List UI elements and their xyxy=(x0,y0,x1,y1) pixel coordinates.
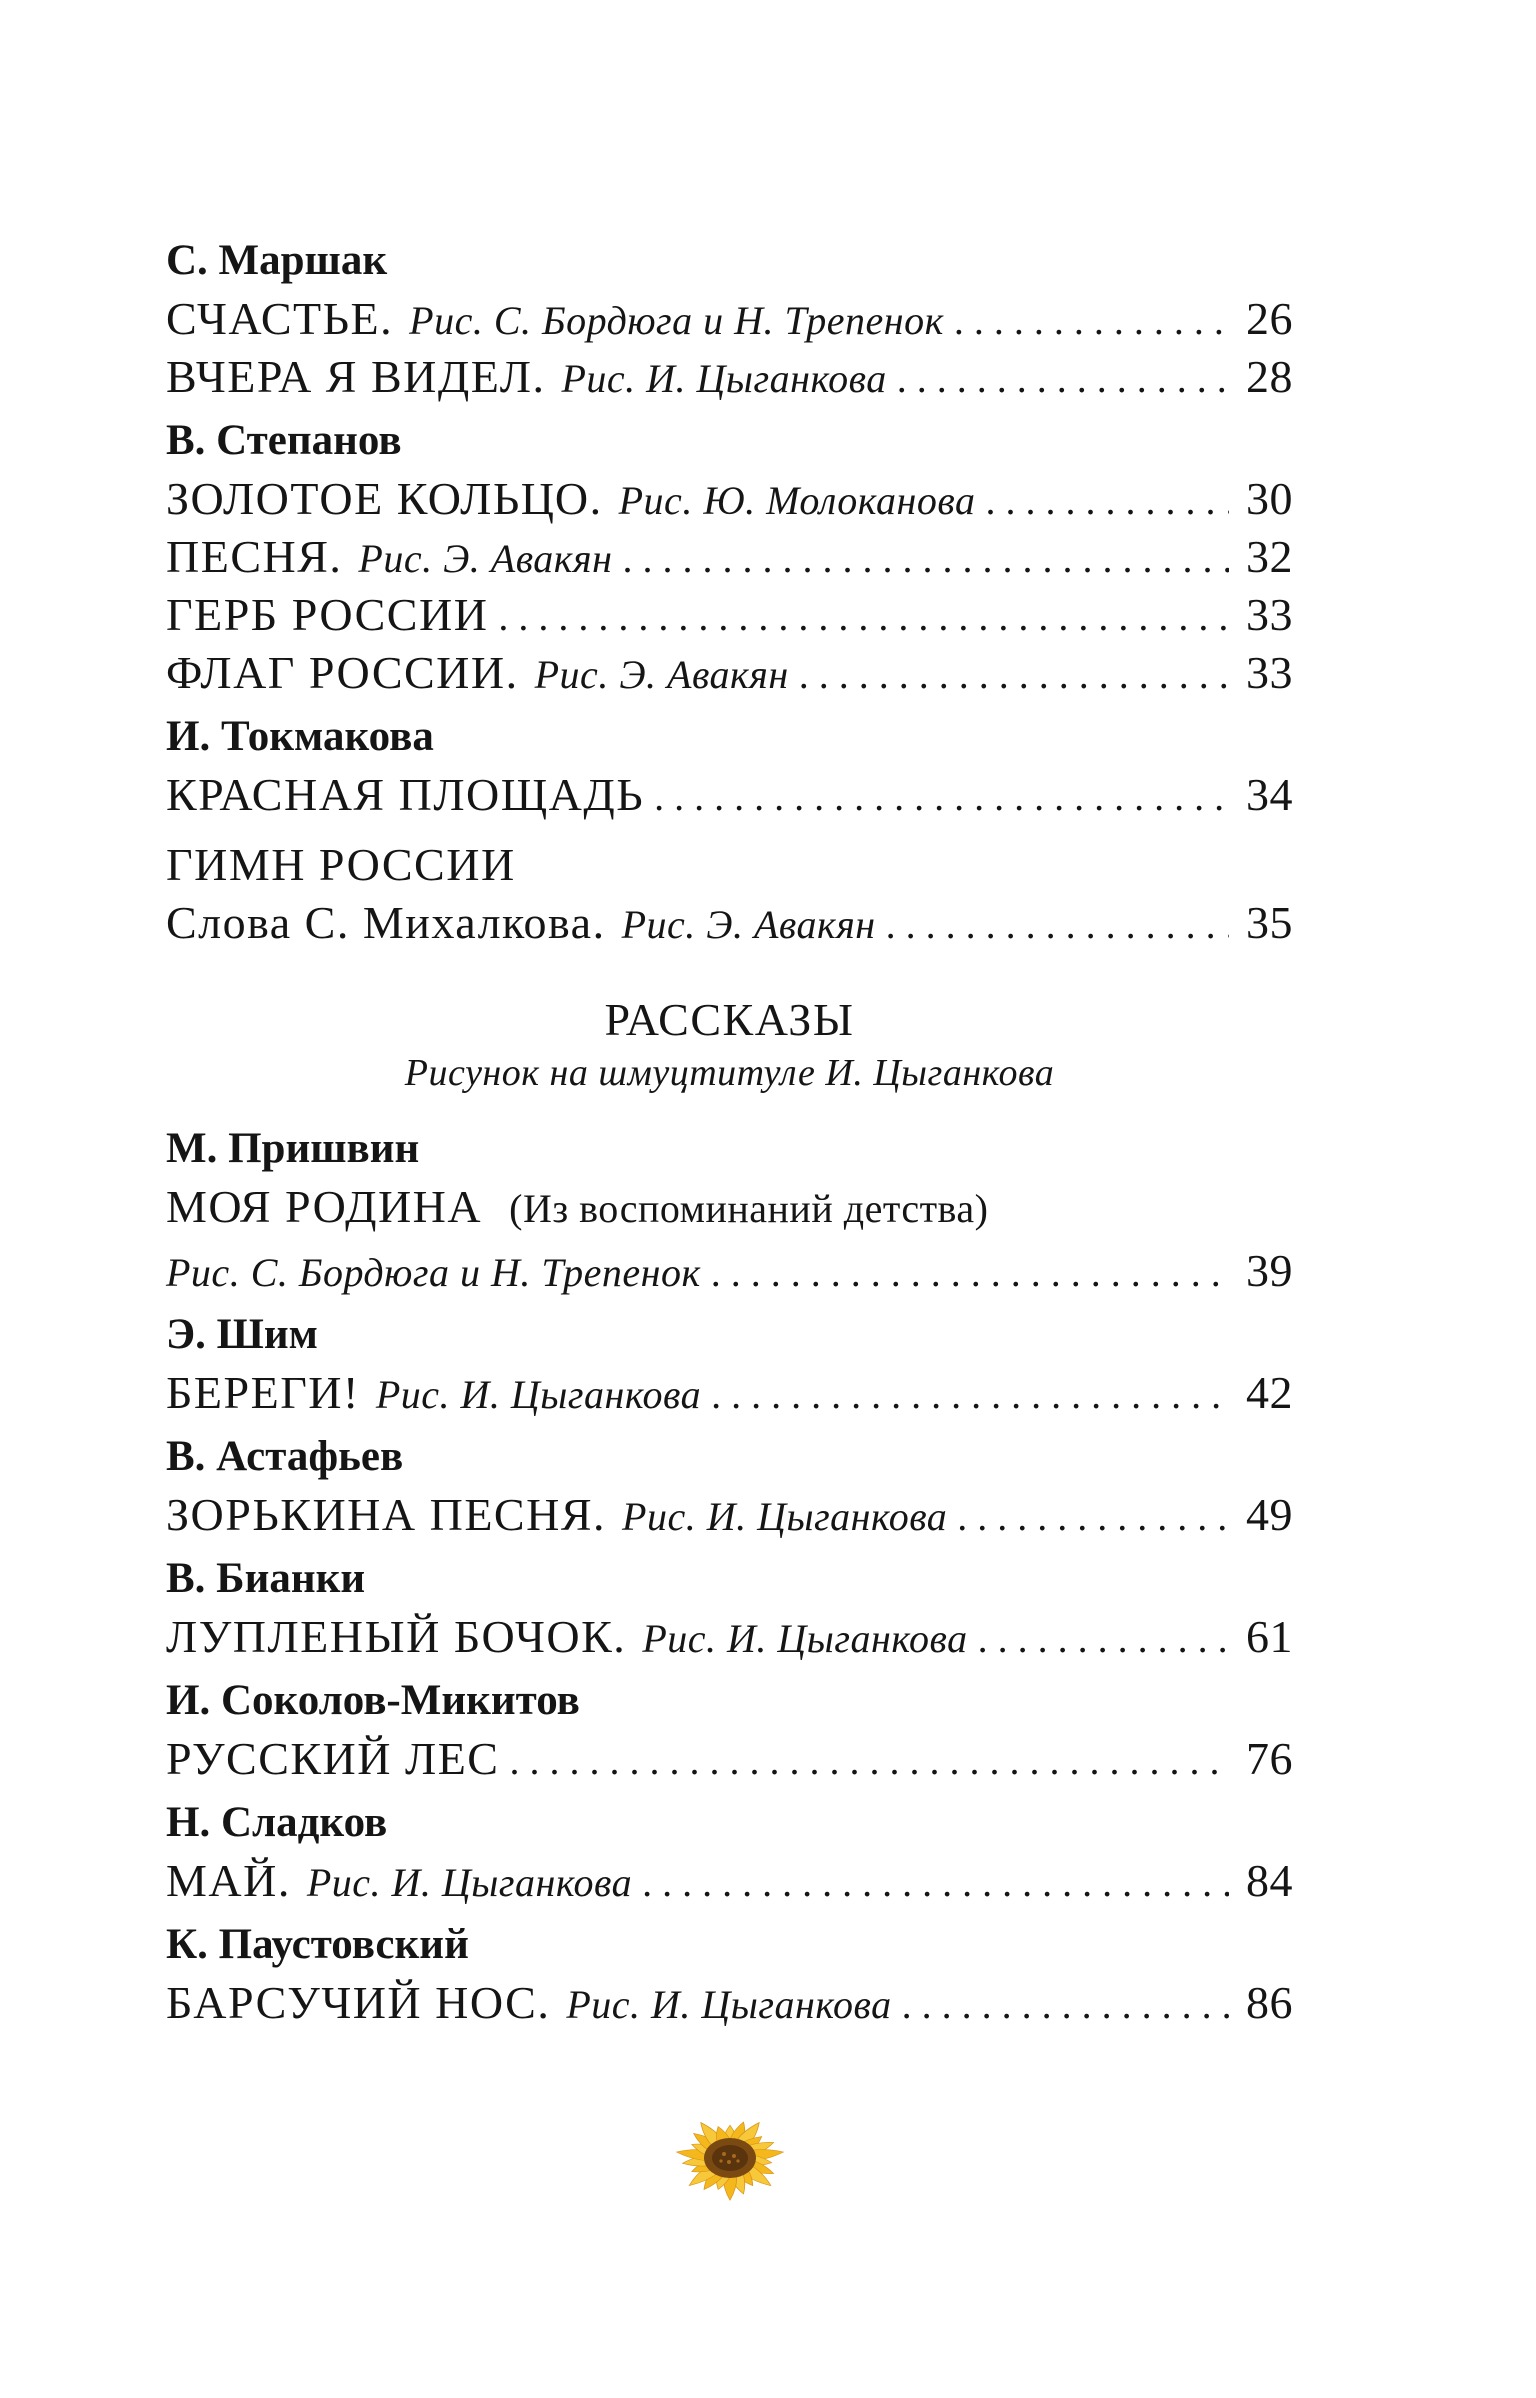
author-heading: В. Бианки xyxy=(166,1555,366,1602)
entry-illustrator: Рис. Э. Авакян xyxy=(358,536,613,581)
entry-title: ЗОРЬКИНА ПЕСНЯ. xyxy=(166,1489,607,1540)
toc-entry[interactable] xyxy=(166,1974,1293,2032)
dot-leader xyxy=(509,1732,1229,1790)
author-heading: М. Пришвин xyxy=(166,1125,420,1172)
dot-leader xyxy=(954,292,1229,350)
dot-leader xyxy=(978,1610,1229,1668)
entry-title: ВЧЕРА Я ВИДЕЛ. xyxy=(166,351,546,402)
dot-leader xyxy=(799,646,1229,704)
entry-page-number: 30 xyxy=(1246,473,1293,524)
entry-page-number: 28 xyxy=(1246,351,1293,402)
entry-title: ГЕРБ РОССИИ xyxy=(166,589,489,640)
dot-leader xyxy=(897,350,1229,408)
dot-leader xyxy=(957,1488,1229,1546)
section-heading: РАССКАЗЫ xyxy=(604,994,855,1045)
dot-leader xyxy=(622,530,1229,588)
toc-entry[interactable] xyxy=(166,586,1293,644)
author-heading: Э. Шим xyxy=(166,1311,318,1358)
dot-leader xyxy=(498,588,1229,646)
toc-entry-title-line[interactable] xyxy=(166,1178,1293,1236)
author-heading: С. Маршак xyxy=(166,237,388,284)
entry-title: ЛУПЛЕНЫЙ БОЧОК. xyxy=(166,1611,627,1662)
toc-entry-title-line[interactable] xyxy=(166,836,1293,894)
entry-page-number: 26 xyxy=(1246,293,1293,344)
dot-leader xyxy=(642,1854,1229,1912)
toc-entry[interactable] xyxy=(166,1608,1293,1666)
toc-entry[interactable] xyxy=(166,894,1293,952)
entry-page-number: 35 xyxy=(1246,897,1293,948)
entry-page-number: 84 xyxy=(1246,1855,1293,1906)
entry-page-number: 49 xyxy=(1246,1489,1293,1540)
toc-entry[interactable] xyxy=(166,528,1293,586)
entry-illustrator: Рис. И. Цыганкова xyxy=(375,1372,702,1417)
entry-illustrator: Рис. Ю. Молоканова xyxy=(618,478,976,523)
entry-illustrator: Рис. И. Цыганкова xyxy=(642,1616,968,1661)
section-subheading: Рисунок на шмуцтитуле И. Цыганкова xyxy=(404,1052,1055,1094)
entry-illustrator: Рис. С. Бордюга и Н. Трепенок xyxy=(409,298,944,343)
author-heading: И. Соколов-Микитов xyxy=(166,1677,580,1724)
entry-illustrator: Рис. Э. Авакян xyxy=(534,652,789,697)
entry-illustrator: Рис. С. Бордюга и Н. Трепенок xyxy=(166,1250,701,1295)
entry-title: МАЙ. xyxy=(166,1855,291,1906)
entry-title: МОЯ РОДИНА xyxy=(166,1181,483,1232)
toc-entry[interactable] xyxy=(166,348,1293,406)
toc-entry[interactable] xyxy=(166,1236,1293,1306)
sunflower-icon xyxy=(650,2096,810,2226)
entry-title: БЕРЕГИ! xyxy=(166,1367,360,1418)
author-heading: К. Паустовский xyxy=(166,1921,469,1968)
entry-title: Слова С. Михалкова. xyxy=(166,897,606,948)
author-heading: И. Токмакова xyxy=(166,713,434,760)
dot-leader xyxy=(711,1238,1229,1308)
entry-title: КРАСНАЯ ПЛОЩАДЬ xyxy=(166,769,645,820)
entry-page-number: 86 xyxy=(1246,1977,1293,2028)
entry-illustrator: Рис. Э. Авакян xyxy=(621,902,876,947)
toc-entry[interactable] xyxy=(166,1486,1293,1544)
author-heading: Н. Сладков xyxy=(166,1799,388,1846)
toc-entry[interactable] xyxy=(166,470,1293,528)
author-heading: В. Степанов xyxy=(166,417,402,464)
entry-title: СЧАСТЬЕ. xyxy=(166,293,394,344)
entry-page-number: 61 xyxy=(1246,1611,1293,1662)
entry-page-number: 32 xyxy=(1246,531,1293,582)
entry-page-number: 34 xyxy=(1246,769,1293,820)
entry-title: ЗОЛОТОЕ КОЛЬЦО. xyxy=(166,473,603,524)
toc-entry[interactable] xyxy=(166,766,1293,824)
entry-title: ГИМН РОССИИ xyxy=(166,839,516,890)
dot-leader xyxy=(985,472,1229,530)
entry-page-number: 76 xyxy=(1246,1733,1293,1784)
entry-page-number: 39 xyxy=(1246,1245,1293,1296)
author-heading: В. Астафьев xyxy=(166,1433,404,1480)
entry-illustrator: Рис. И. Цыганкова xyxy=(561,356,887,401)
toc-entry[interactable] xyxy=(166,1364,1293,1422)
entry-page-number: 42 xyxy=(1246,1367,1293,1418)
toc-entry[interactable] xyxy=(166,1730,1293,1788)
entry-page-number: 33 xyxy=(1246,589,1293,640)
entry-title: ФЛАГ РОССИИ. xyxy=(166,647,519,698)
dot-leader xyxy=(902,1976,1229,2034)
entry-title: ПЕСНЯ. xyxy=(166,531,343,582)
dot-leader xyxy=(654,768,1229,826)
toc-entry[interactable] xyxy=(166,290,1293,348)
dot-leader xyxy=(886,896,1229,954)
entry-illustrator: Рис. И. Цыганкова xyxy=(306,1860,633,1905)
toc-entry[interactable] xyxy=(166,1852,1293,1910)
entry-note: (Из воспоминаний детства) xyxy=(509,1186,989,1231)
dot-leader xyxy=(711,1366,1229,1424)
toc-entry[interactable] xyxy=(166,644,1293,702)
entry-title: БАРСУЧИЙ НОС. xyxy=(166,1977,551,2028)
entry-title: РУССКИЙ ЛЕС xyxy=(166,1733,500,1784)
entry-illustrator: Рис. И. Цыганкова xyxy=(622,1494,948,1539)
entry-page-number: 33 xyxy=(1246,647,1293,698)
table-of-contents xyxy=(166,232,1293,2032)
entry-illustrator: Рис. И. Цыганкова xyxy=(566,1982,892,2027)
